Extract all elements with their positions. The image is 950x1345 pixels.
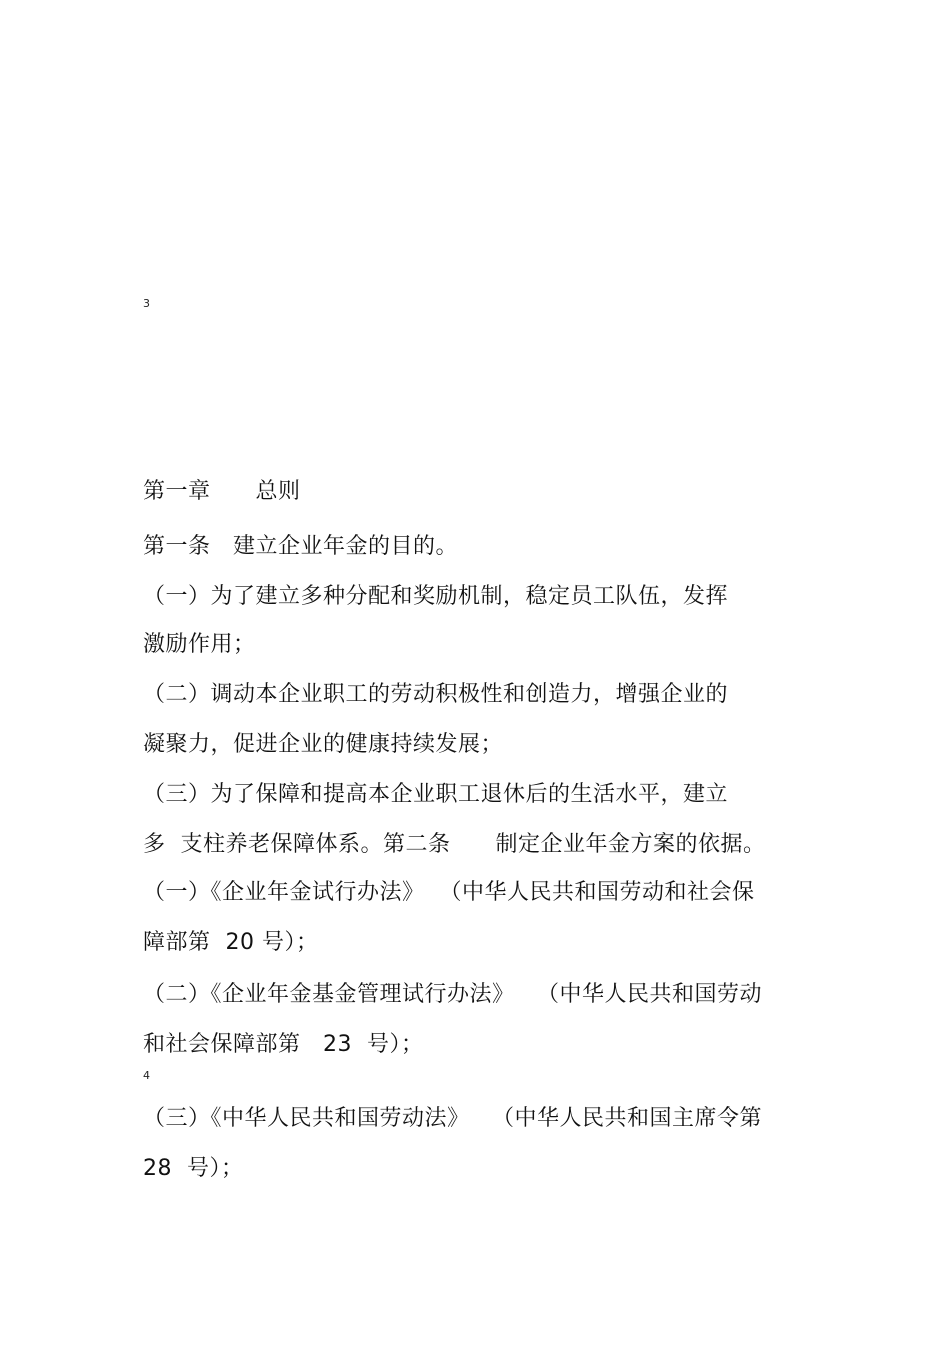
text-line: （三）为了保障和提高本企业职工退休后的生活水平，建立 <box>143 782 729 807</box>
text-line: （三）《中华人民共和国劳动法》 （中华人民共和国主席令第 <box>143 1106 762 1131</box>
text-line: （二）《企业年金基金管理试行办法》 （中华人民共和国劳动 <box>143 982 762 1007</box>
text-line: （一）为了建立多种分配和奖励机制，稳定员工队伍，发挥 <box>143 584 729 609</box>
text-line: （一）《企业年金试行办法》 （中华人民共和国劳动和社会保 <box>143 880 755 905</box>
chapter-heading: 第一章 总则 <box>143 479 301 504</box>
page-number: 4 <box>143 1069 150 1082</box>
text-line: 凝聚力，促进企业的健康持续发展； <box>143 732 504 757</box>
text-line: 障部第 20 号）； <box>143 930 319 955</box>
article-heading: 第一条 建立企业年金的目的。 <box>143 534 459 559</box>
text-line: 和社会保障部第 23 号）； <box>143 1032 424 1057</box>
page-number: 3 <box>143 297 150 310</box>
text-line: 激励作用； <box>143 632 256 657</box>
text-line: （二）调动本企业职工的劳动积极性和创造力，增强企业的 <box>143 682 729 707</box>
text-line: 多 支柱养老保障体系。第二条 制定企业年金方案的依据。 <box>143 832 766 857</box>
text-line: 28 号）； <box>143 1156 244 1181</box>
